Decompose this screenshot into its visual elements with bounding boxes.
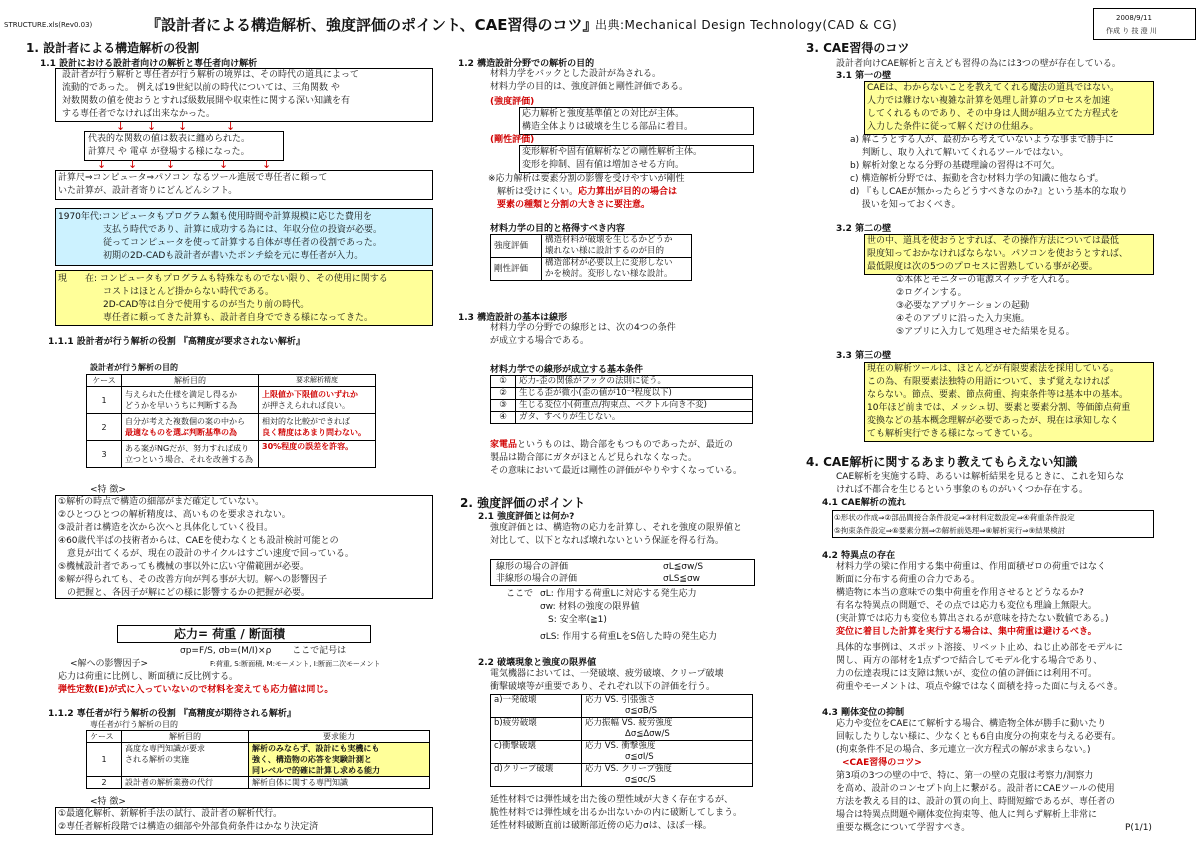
section-4-line: CAE解析を実施する時、あるいは解析結果を見るときに、これを知らな: [836, 472, 1125, 482]
note-highlight: 要素の種類と分割の大きさに要注意。: [488, 200, 651, 210]
wall-3-title: 3.3 第三の壁: [836, 351, 892, 361]
table2-title: 専任者が行う解析の目的: [90, 720, 178, 729]
arrow-down-icon: ↓: [219, 158, 229, 171]
section-1-3-title: 1.3 構造設計の基本は線形: [458, 313, 568, 323]
feature-line: ②ひとつひとつの解析精度は、高いものを要求されない。: [58, 510, 291, 520]
wall-1-item: a) 解こうとする人が、最初から考えていないような事まで勝手に: [850, 135, 1114, 145]
strength-line: 応力解析と強度基準値との対比が主体。: [522, 109, 685, 119]
wall-2-item: ⑤アプリに入力して処理させた結果を見る。: [896, 327, 1075, 337]
wall-1-title: 3.1 第一の壁: [836, 71, 892, 81]
table-header: 解析目的: [122, 375, 259, 387]
section-2-1-line: 強度評価とは、構造物の応力を計算し、それを強度の限界値と: [490, 523, 743, 533]
section-3-title: 3. CAE習得のコツ: [806, 41, 910, 55]
table-row: ④ ガタ、すべりが生じない。: [491, 412, 753, 424]
table-row: ③ 生じる変位小(荷重点/拘束点、ベクトル向き不変): [491, 400, 753, 412]
wall-3-line: ならない。節点、要素、節点荷重、拘束条件等は基本中の基本。: [867, 390, 1129, 400]
tool-shift-line: いた計算が、設計者寄りにどんどんシフト。: [58, 186, 238, 196]
table-header: 解析目的: [122, 731, 249, 743]
table-row: b)疲労破壊 応力振幅 VS. 疲労強度 Δσ≦Δσw/S: [491, 718, 753, 741]
calc-tools-line: 計算尺 や 電卓 が登場する様になった。: [88, 147, 250, 157]
wall-3-line: 10年ほど前までは、メッシュ切、要素と要素分割、等価節点荷重: [867, 403, 1131, 413]
section-4-2-line: 材料力学の梁に作用する集中荷重は、作用面積ゼロの荷重ではなく: [836, 562, 1107, 572]
table-header: 要求能力: [249, 731, 430, 743]
wall-3-line: ても解析実行できる様になってきている。: [867, 429, 1039, 439]
table-row: 1 与えられた仕様を満足し得るか どうかを早いうちに判断する為 上限値か下限値のいずれか が押さえられれば良い。: [87, 387, 376, 414]
section-2-1-title: 2.1 強度評価とは何か?: [478, 512, 575, 522]
calc-tools-box: [84, 131, 284, 161]
era-now-line: 専任者に頼ってきた計算も、設計者自身でできる様になってきた。: [58, 313, 374, 323]
section-1-3-after: というものは、勘合部をもつものであったが、最近の: [517, 440, 733, 450]
note-line: 解析は受けにくい。: [488, 187, 579, 197]
wall-1-line: CAEは、わからないことを教えてくれる魔法の道具ではない。: [867, 83, 1120, 93]
cae-tips-line: 重要な概念について学習すべき。: [836, 823, 971, 833]
stiffness-line: 変形を抑制、固有値は増加させる方向。: [522, 160, 685, 170]
wall-1-box: [864, 81, 1154, 135]
section-1-2-title: 1.2 構造設計分野での解析の目的: [458, 59, 595, 69]
intro-line: する専任者でなければ出来なかった。: [62, 109, 216, 119]
section-4-3-line: (拘束条件不足の場合、多元連立一次方程式の解が求まらない。): [836, 745, 1091, 755]
section-4-2-line: 関し、両方の部材を1点ずつで結合してモデル化する場合であり、: [836, 656, 1103, 666]
features2-title: <特 徴>: [90, 797, 126, 807]
table-row: 3 ある案がNGだが、努力すれば成り 立つという場合、それを改善する為 30%程度の誤差を許容。: [87, 441, 376, 468]
header-info-box: [1093, 8, 1196, 40]
era-now-line: 2D-CAD等は自分で使用するのが当たり前の時代。: [58, 300, 310, 310]
tool-shift-line: 計算尺⇒コンピュータ⇒パソコン なるツール進展で専任者に頼って: [58, 173, 328, 183]
intro-line: 設計者が行う解析と専任者が行う解析の境界は、その時代の道具によって: [62, 70, 360, 80]
file-name: STRUCTURE.xls(Rev0.03): [4, 21, 93, 29]
tool-shift-box: [55, 170, 433, 200]
section-4-2-line: 荷重やモーメントは、項点や線ではなく面積を持った面に与えるべき。: [836, 682, 1123, 692]
cae-tips-line: 場合は特異点問題や剛体変位拘束等、他人に判らず解析上非常に: [836, 810, 1098, 820]
era-1970-line: 初期の2D-CADも設計者が書いたポンチ絵を元に専任者が入力。: [58, 251, 364, 261]
section-1-3-after: その意味において最近は剛性の評価がやりやすくなっている。: [490, 466, 743, 476]
arrow-down-icon: ↓: [226, 120, 236, 133]
section-2-1-line: 対比して、以下となれば壊れないという保証を得る行為。: [490, 536, 724, 546]
era-now-line: コストはほとんど掛からない時代である。: [58, 287, 275, 297]
feature-line: ②専任者解析段階では構造の細部や外部負荷条件はかなり決定済: [58, 822, 319, 832]
mat-table-title: 材料力学の目的と格得すべき内容: [490, 224, 625, 234]
section-4-3-line: 回転したりしない様に、少なくとも6自由度分の拘束を与える必要有。: [836, 732, 1121, 742]
wall-1-item: d) 『もしCAEが無かったらどうすべきなのか?』という基本的な取り: [850, 187, 1128, 197]
table-header: ケース: [87, 375, 122, 387]
arrow-down-icon: ↓: [97, 158, 107, 171]
factor-title: <解への影響因子>: [70, 659, 149, 669]
section-2-2-title: 2.2 破壊現象と強度の限界値: [478, 658, 597, 668]
wall-1-line: してくれるものであり、その中身は人間が組み立てた方程式を: [867, 109, 1120, 119]
table-row: 剛性評価 構造部材が必要以上に変形しない かを検討。変形しない様な設計。: [491, 258, 692, 281]
table-row: a)一発破壊 応力 VS. 引張強さ σ≦σB/S: [491, 695, 753, 718]
table-row: 強度評価 構造材料が破壊を生じるかどうか 壊れない様に設計するのが目的: [491, 235, 692, 258]
feature-line: ⑤機械設計者であっても機械の事以外に広い守備範囲が必要。: [58, 562, 309, 572]
wall-2-box: [864, 234, 1154, 275]
era-1970-line: 1970年代:コンピュータもプログラム類も使用時間や計算規模に応じた費用を: [58, 212, 372, 222]
wall-2-item: ④そのアプリに沿った入力実施。: [896, 314, 1030, 324]
flow-line: ①形状の作成⇒②部品間接合条件設定⇒③材料定数設定⇒④荷重条件設定: [834, 513, 1075, 522]
section-2-2-line: 衝撃破壊等が重要であり、それぞれ以下の評価を行う。: [490, 682, 716, 692]
era-1970-line: 支払う時代であり、計算に成功する為には、年収分位の投資が必要。: [58, 225, 383, 235]
feature-line: ③設計者は構造を次から次へと具体化していく役目。: [58, 523, 274, 533]
wall-2-line: 世の中、道具を使おうとすれば、その操作方法については最低: [867, 236, 1119, 246]
wall-3-line: 現在の解析ツールは、ほとんどが有限要素法を採用している。: [867, 364, 1119, 374]
section-4-3-title: 4.3 剛体変位の抑制: [822, 708, 905, 718]
factor-warning: 弾性定数(E)が式に入っていないので材料を変えても応力値は同じ。: [58, 685, 334, 695]
wall-3-line: 変換などの基本概念理解が必要であったが、現在は承知しなく: [867, 416, 1119, 426]
feature-line: ④60歳代半ばの技術者からは、CAEを使わなくとも設計検討可能との: [58, 536, 339, 546]
section-4-2-line: 具体的な事例は、スポット溶接、リベット止め、ねじ止め部をモデルに: [836, 643, 1124, 653]
section-4-1-title: 4.1 CAE解析の流れ: [822, 498, 906, 508]
designer-analysis-table: [86, 374, 376, 468]
page-number: P(1/1): [1125, 823, 1152, 833]
wall-2-line: 最低限度は次の5つのプロセスに習熟している事が必要。: [867, 262, 1098, 272]
features-title: <特 徴>: [90, 485, 126, 495]
section-4-title: 4. CAE解析に関するあまり教えてもらえない知識: [806, 455, 1078, 469]
stiffness-line: 変形解析や固有値解析などの剛性解析主体。: [522, 147, 703, 157]
wall-1-item: 判断し、取り入れて解いてくれるツールではない。: [850, 148, 1069, 158]
features2-box: [55, 807, 433, 835]
arrow-down-icon: ↓: [116, 120, 126, 133]
material-mechanics-table: [490, 234, 692, 281]
wall-3-line: この為、有限要素法独特の用語について、まず覚えなければ: [867, 377, 1110, 387]
concentrated-load-warning: 変位に着目した計算を実行する場合は、集中荷重は避けるべき。: [836, 627, 1097, 637]
era-now-box: [55, 270, 433, 326]
note-line: ※応力解析は要素分割の影響を受けやすいが剛性: [488, 174, 685, 184]
stiffness-box: [519, 145, 754, 173]
specialist-analysis-table: [86, 730, 430, 789]
kaden-highlight: 家電品: [490, 440, 518, 450]
section-4-3-line: 応力や変位をCAEにて解析する場合、構造物全体が勝手に動いたり: [836, 719, 1107, 729]
table-row: ② 生じる歪が微小(歪の値が10⁻³程度以下): [491, 388, 753, 400]
definition-line: σw: 材料の強度の限界値: [540, 602, 640, 612]
eval-box: [490, 559, 755, 586]
failure-table: [490, 694, 753, 787]
wall-1-line: 人力では難けない複雑な計算を処理し計算のプロセスを加速: [867, 96, 1111, 106]
calc-tools-line: 代表的な関数の値は数表に纏められた。: [88, 134, 251, 144]
table-row: c)衝撃破壊 応力 VS. 衝撃強度 σ≦σI/S: [491, 741, 753, 764]
linear-eval-formula: σL≦σw/S: [663, 562, 704, 572]
wall-2-item: ③必要なアプリケーションの起動: [896, 301, 1030, 311]
features-box: [55, 495, 433, 599]
section-2-title: 2. 強度評価のポイント: [460, 496, 586, 510]
arrow-down-icon: ↓: [178, 120, 188, 133]
linear-eval-label: 線形の場合の評価: [496, 562, 569, 572]
intro-line: 対数関数の値を使おうとすれば級数展開や収束性に関する深い知識を有: [62, 96, 351, 106]
section-4-line: ければ不都合を生じるという事象のものがいくつか存在する。: [836, 485, 1089, 495]
note-highlight: 応力算出が目的の場合は: [578, 187, 678, 197]
table-row: 1 高度な専門知識が要求 される解析の実施 解析のみならず、設計にも実機にも 強く、構造物の応答を実験計測と 同レベルで的確に計算し求める能力: [87, 743, 430, 777]
wall-2-item: ①本体とモニターの電源スイッチを入れる。: [896, 275, 1075, 285]
nonlinear-eval-label: 非線形の場合の評価: [496, 574, 578, 584]
table-row: d)クリープ破壊 応力 VS. クリープ強度 σ≦σc/S: [491, 764, 753, 787]
wall-2-line: 限度知っておかなければならない。パソコンを使おうとすれば、: [867, 249, 1128, 259]
feature-line: ①最適化解析、新解析手法の試行、設計者の解析代行。: [58, 809, 283, 819]
table-row: 2 自分が考えた複数個の案の中から 最適なものを選ぶ判断基準の為 相対的な比較ができれば 良く精度はあまり問わない。: [87, 414, 376, 441]
table-row: 2 設計者の解析業務の代行 解析自体に関する専門知識: [87, 777, 430, 789]
arrow-down-icon: ↓: [128, 158, 138, 171]
where-label: ここで: [506, 589, 534, 599]
section-2-2-after: 脆性材料では弾性域を出るか出ないかの内に破断してしまう。: [490, 808, 743, 818]
wall-2-item: ②ログインする。: [896, 288, 967, 298]
strength-label: (強度評価): [490, 97, 535, 107]
linear-conditions-table: [490, 375, 753, 424]
date-text: 2008/9/11: [1116, 14, 1152, 22]
wall-2-title: 3.2 第二の壁: [836, 224, 892, 234]
table1-title: 設計者が行う解析の目的: [90, 363, 178, 372]
era-1970-line: 従ってコンピュータを使って計算する自体が専任者の役割であった。: [58, 238, 382, 248]
section-1-3-line: が成立する場合である。: [490, 336, 590, 346]
flow-box: [832, 510, 1154, 538]
author-text: 作成 り 技 澄 川: [1106, 27, 1157, 35]
arrow-down-icon: ↓: [262, 158, 272, 171]
section-1-3-line: 材料力学の分野での線形とは、次の4つの条件: [490, 323, 676, 333]
section-1-title: 1. 設計者による構造解析の役割: [26, 41, 200, 55]
cae-tips-line: 方法を教える目的は、設計の質の向上、時間短縮であるが、専任者の: [836, 797, 1116, 807]
strength-box: [519, 107, 754, 135]
cae-tips-title: <CAE習得のコツ>: [842, 758, 922, 768]
arrow-down-icon: ↓: [147, 120, 157, 133]
definition-line: σL: 作用する荷重Lに対応する発生応力: [540, 589, 697, 599]
flow-line: ⑤拘束条件設定⇒⑥要素分割⇒⑦解析前処理⇒⑧解析実行⇒⑨結果検討: [834, 526, 1066, 535]
wall-1-line: 入力した条件に従って解くだけの仕組み。: [867, 122, 1039, 132]
nonlinear-eval-formula: σLS≦σw: [663, 574, 701, 584]
linear-cond-title: 材料力学での線形が成立する基本条件: [490, 365, 644, 375]
section-4-2-line: (実計算では応力も変位も算出されるが意味を持たない数値である。): [836, 614, 1109, 624]
wall-1-item: c) 構造解析分野では、振動を含む材料力学の知識に他ならず。: [850, 174, 1104, 184]
feature-line: ①解析の時点で構造の細部がまだ確定していない。: [58, 497, 265, 507]
definition-line: S: 安全率(≧1): [548, 615, 607, 625]
section-1-1-1-title: 1.1.1 設計者が行う解析の役割 『高精度が要求されない解析』: [48, 337, 305, 347]
strength-line: 構造全体よりは破壊を生じる部品に着目。: [522, 122, 694, 132]
factor-note: F:荷重, S:断面積, M:モーメント, I:断面二次モーメント: [210, 660, 381, 668]
section-1-1-title: 1.1 設計における設計者向けの解析と専任者向け解析: [40, 59, 258, 69]
wall-1-item: b) 解析対象となる分野の基礎理論の習得は不可欠。: [850, 161, 1061, 171]
table-row: ① 応力-歪の関係がフックの法則に従う。: [491, 376, 753, 388]
definition-line: σLS: 作用する荷重LをS倍した時の発生応力: [540, 632, 718, 642]
cae-tips-line: を高め、設計のコンセプト向上に繋がる。設計者にCAEツールの使用: [836, 784, 1115, 794]
feature-line: 意見が出てくるが、現在の設計のサイクルはすごい速度で回っている。: [58, 549, 354, 559]
section-4-2-title: 4.2 特異点の存在: [822, 551, 896, 561]
feature-line: の把握と、各因子が解にどの様に影響するかの把握が必要。: [58, 588, 311, 598]
section-1-2-line: 材料力学をバックとした設計が為される。: [490, 69, 662, 79]
formula-heading: 応力= 荷重 / 断面積: [174, 627, 285, 641]
table-header: ケース: [87, 731, 122, 743]
section-4-2-line: 構造物に本当の意味での集中荷重を作用させるとどうなるか?: [836, 588, 1084, 598]
section-4-2-line: 力の伝達表現には支障は無いが、変位の値の評価には利用不可。: [836, 669, 1098, 679]
intro-line: 流動的であった。 例えば19世紀以前の時代については、三角関数 や: [62, 83, 340, 93]
section-4-2-line: 有名な特異点の問題で、その点では応力も変位も理論上無限大。: [836, 601, 1097, 611]
arrow-down-icon: ↓: [166, 158, 176, 171]
wall-1-item: 扱いを知っておくべき。: [850, 200, 961, 210]
factor-line: 応力は荷重に比例し、断面積に反比例する。: [58, 672, 239, 682]
section-1-2-line: 材料力学の目的は、強度評価と剛性評価である。: [490, 82, 689, 92]
formula-box: [117, 625, 371, 643]
cae-tips-line: 第3項の3つの壁の中で、特に、第一の壁の克服は考察力/洞察力: [836, 771, 1094, 781]
wall-3-box: [864, 362, 1154, 442]
source-label: 出典:Mechanical Design Technology(CAD & CG): [595, 18, 898, 32]
formula-text: σp=F/S, σb=(M/I)×ρ ここで記号は: [180, 646, 347, 656]
stiffness-label: (剛性評価): [490, 135, 535, 145]
section-2-2-after: 延性材料では弾性域を出た後の塑性域が大きく存在するが、: [490, 795, 734, 805]
era-1970-box: [55, 208, 433, 266]
table-header: 要求解析精度: [259, 375, 376, 387]
section-3-intro: 設計者向けCAE解析と言えども習得の為には3つの壁が存在している。: [836, 59, 1121, 69]
section-2-2-line: 電気機器においては、一発破壊、疲労破壊、クリープ破壊: [490, 669, 724, 679]
intro-box: [55, 68, 433, 122]
era-now-line: 現 在: コンピュータもプログラムも特殊なものでない限り、その使用に関する: [58, 274, 388, 284]
section-1-3-after: 製品は勘合部にガタがほとんど見られなくなった。: [490, 453, 698, 463]
page-title: 『設計者による構造解析、強度評価のポイント、CAE習得のコツ』: [146, 16, 598, 34]
section-4-2-line: 断面に分布する荷重の合力である。: [836, 575, 981, 585]
feature-line: ⑥解が得られても、その改善方向が判る事が大切。解への影響因子: [58, 575, 328, 585]
section-1-1-2-title: 1.1.2 専任者が行う解析の役割 『高精度が期待される解析』: [48, 709, 296, 719]
section-2-2-after: 延性材料破断直前は破断部近傍の応力σは、ほぼ一様。: [490, 821, 712, 831]
